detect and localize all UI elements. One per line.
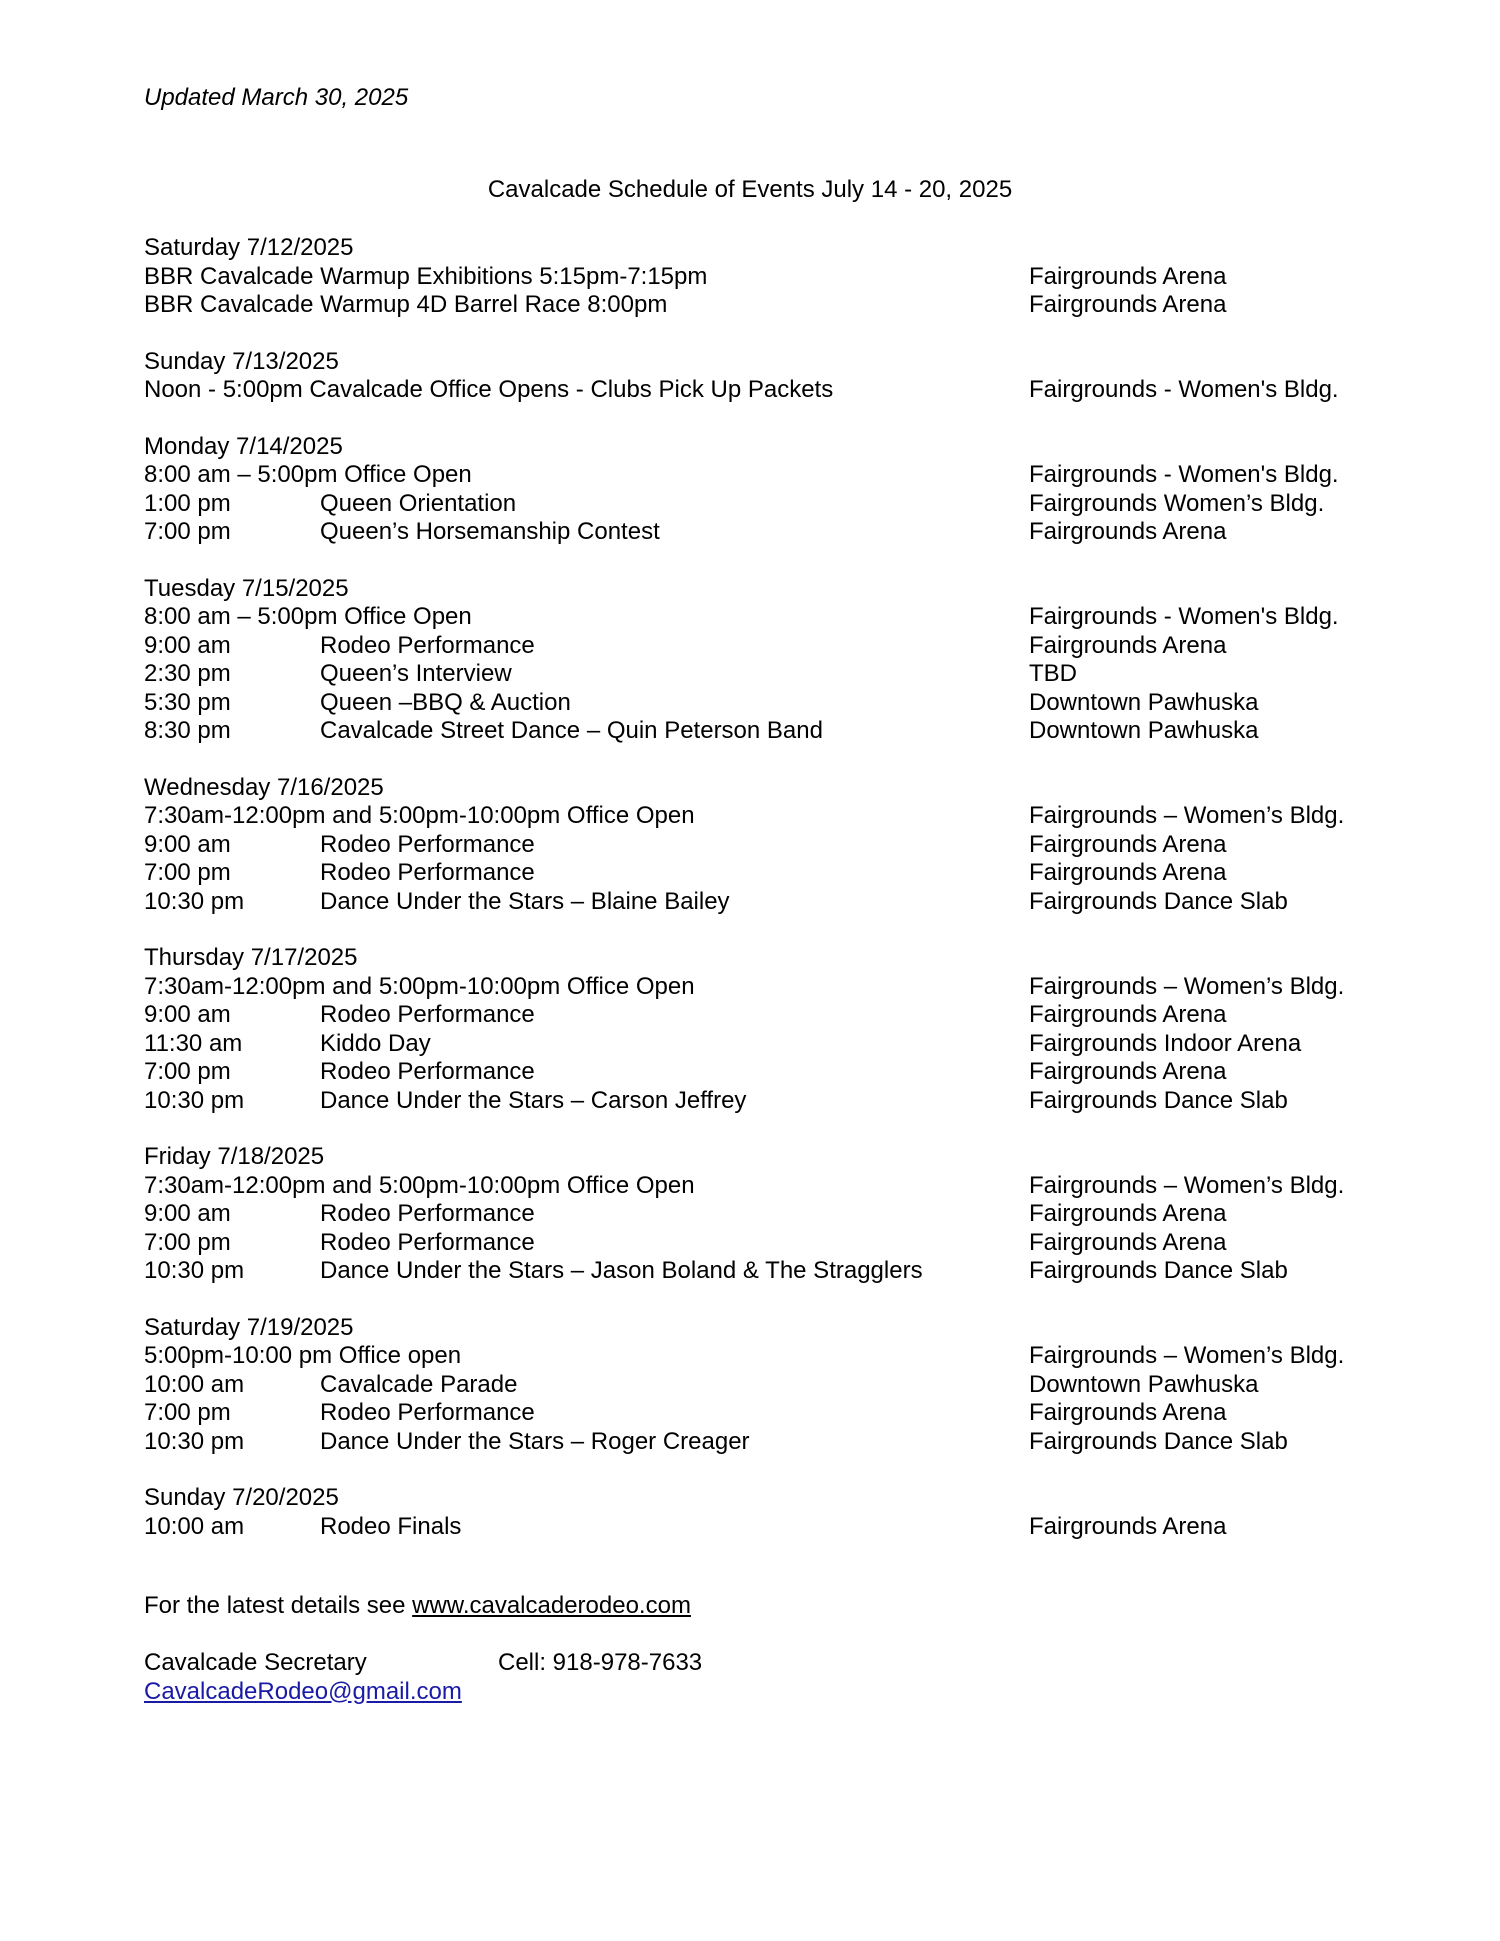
schedule-row <box>144 831 1434 860</box>
event-time: 7:00 pm <box>144 518 231 545</box>
event-description: 8:00 am – 5:00pm Office Open <box>144 461 472 488</box>
event-location: Fairgrounds Arena <box>1029 1200 1227 1227</box>
day-section <box>144 348 1434 405</box>
email-line <box>144 1678 691 1707</box>
schedule-row <box>144 859 1434 888</box>
event-name: Queen –BBQ & Auction <box>320 688 571 716</box>
event-name: Rodeo Performance <box>320 1399 535 1426</box>
event-time: 9:00 am <box>144 631 231 659</box>
day-heading: Monday 7/14/2025 <box>144 432 343 460</box>
event-location: Fairgrounds Arena <box>1029 830 1227 858</box>
event-name: Rodeo Performance <box>320 859 535 886</box>
event-name: Cavalcade Parade <box>320 1370 518 1398</box>
schedule-row <box>144 1371 1434 1400</box>
event-description: 7:30am-12:00pm and 5:00pm-10:00pm Office Open <box>144 802 695 829</box>
event-time: 10:30 pm <box>144 1257 245 1284</box>
event-name: Rodeo Performance <box>320 1001 535 1028</box>
event-location: Fairgrounds Arena <box>1029 1058 1227 1085</box>
event-description: Noon - 5:00pm Cavalcade Office Opens - Clubs Pick Up Packets <box>144 376 834 403</box>
event-time: 7:00 pm <box>144 1399 231 1426</box>
schedule-row <box>144 603 1434 632</box>
event-name: Queen’s Horsemanship Contest <box>320 518 660 545</box>
event-time: 1:00 pm <box>144 489 231 517</box>
schedule-row <box>144 1513 1434 1542</box>
schedule-row <box>144 660 1434 689</box>
day-section <box>144 774 1434 917</box>
day-section <box>144 433 1434 547</box>
day-heading: Sunday 7/13/2025 <box>144 347 339 375</box>
schedule-row <box>144 1030 1434 1059</box>
event-description: BBR Cavalcade Warmup Exhibitions 5:15pm-7:15pm <box>144 262 708 290</box>
event-description: 7:30am-12:00pm and 5:00pm-10:00pm Office Open <box>144 972 695 1000</box>
event-time: 10:30 pm <box>144 1086 245 1114</box>
schedule-row <box>144 1172 1434 1201</box>
schedule-row <box>144 802 1434 831</box>
schedule-row <box>144 1058 1434 1087</box>
event-location: Fairgrounds – Women’s Bldg. <box>1029 972 1345 1000</box>
details-prefix: For the latest details see <box>144 1592 413 1619</box>
secretary-line <box>144 1649 703 1678</box>
event-time: 9:00 am <box>144 830 231 858</box>
event-location: Fairgrounds Arena <box>1029 518 1227 545</box>
updated-date: Updated March 30, 2025 <box>144 84 409 111</box>
event-location: Fairgrounds Arena <box>1029 291 1227 318</box>
event-location: Downtown Pawhuska <box>1029 688 1259 716</box>
event-location: Fairgrounds – Women’s Bldg. <box>1029 1171 1345 1199</box>
day-section <box>144 1314 1434 1457</box>
event-time: 2:30 pm <box>144 660 231 687</box>
event-description: 5:00pm-10:00 pm Office open <box>144 1342 462 1369</box>
event-name: Rodeo Finals <box>320 1512 462 1540</box>
event-name: Queen Orientation <box>320 489 517 517</box>
event-location: Fairgrounds Arena <box>1029 631 1227 659</box>
event-time: 9:00 am <box>144 1200 231 1227</box>
day-section <box>144 944 1434 1115</box>
event-location: Fairgrounds - Women's Bldg. <box>1029 461 1339 488</box>
event-name: Rodeo Performance <box>320 1058 535 1085</box>
event-location: Fairgrounds - Women's Bldg. <box>1029 603 1339 630</box>
event-name: Rodeo Performance <box>320 1200 535 1227</box>
page-title: Cavalcade Schedule of Events July 14 - 20, 2025 <box>487 176 1013 203</box>
schedule-row <box>144 1200 1434 1229</box>
email-link[interactable]: CavalcadeRodeo@gmail.com <box>144 1677 462 1705</box>
schedule-row <box>144 263 1434 292</box>
day-section <box>144 234 1434 320</box>
event-name: Queen’s Interview <box>320 660 512 687</box>
event-time: 10:00 am <box>144 1370 245 1398</box>
schedule-row <box>144 1229 1434 1258</box>
event-description: 8:00 am – 5:00pm Office Open <box>144 603 472 630</box>
event-location: Fairgrounds Women’s Bldg. <box>1029 489 1325 517</box>
schedule-list <box>144 234 1434 1569</box>
event-time: 10:30 pm <box>144 887 245 915</box>
day-heading: Sunday 7/20/2025 <box>144 1484 339 1511</box>
event-name: Rodeo Performance <box>320 1228 535 1256</box>
event-time: 9:00 am <box>144 1001 231 1028</box>
schedule-row <box>144 689 1434 718</box>
event-location: Fairgrounds Arena <box>1029 262 1227 290</box>
schedule-row <box>144 888 1434 917</box>
event-time: 8:30 pm <box>144 717 231 744</box>
event-time: 11:30 am <box>144 1029 243 1057</box>
event-name: Rodeo Performance <box>320 631 535 659</box>
event-name: Kiddo Day <box>320 1029 431 1057</box>
schedule-row <box>144 717 1434 746</box>
event-location: Fairgrounds – Women’s Bldg. <box>1029 1342 1345 1369</box>
event-description: BBR Cavalcade Warmup 4D Barrel Race 8:00pm <box>144 291 668 318</box>
schedule-row <box>144 632 1434 661</box>
day-heading: Saturday 7/12/2025 <box>144 234 354 261</box>
event-name: Dance Under the Stars – Blaine Bailey <box>320 887 730 915</box>
event-location: Fairgrounds Arena <box>1029 1228 1227 1256</box>
schedule-row <box>144 461 1434 490</box>
event-time: 5:30 pm <box>144 688 231 716</box>
event-location: Fairgrounds Arena <box>1029 1512 1227 1540</box>
event-name: Rodeo Performance <box>320 830 535 858</box>
event-time: 7:00 pm <box>144 1058 231 1085</box>
event-name: Dance Under the Stars – Jason Boland & The Stragglers <box>320 1257 923 1284</box>
event-location: Downtown Pawhuska <box>1029 717 1259 744</box>
event-location: Fairgrounds - Women's Bldg. <box>1029 376 1339 403</box>
event-name: Dance Under the Stars – Roger Creager <box>320 1427 750 1455</box>
schedule-row <box>144 490 1434 519</box>
day-heading: Friday 7/18/2025 <box>144 1143 325 1170</box>
schedule-row <box>144 1428 1434 1457</box>
day-section <box>144 575 1434 746</box>
event-time: 7:00 pm <box>144 1228 231 1256</box>
event-location: Fairgrounds – Women’s Bldg. <box>1029 802 1345 829</box>
schedule-row <box>144 291 1434 320</box>
event-location: Fairgrounds Arena <box>1029 859 1227 886</box>
schedule-row <box>144 518 1434 547</box>
event-time: 10:30 pm <box>144 1427 245 1455</box>
schedule-row <box>144 1342 1434 1371</box>
day-heading: Thursday 7/17/2025 <box>144 944 358 971</box>
event-location: Fairgrounds Dance Slab <box>1029 887 1288 915</box>
schedule-row <box>144 973 1434 1002</box>
cell-phone: Cell: 918-978-7633 <box>498 1649 703 1676</box>
day-section <box>144 1484 1434 1541</box>
day-section <box>144 1143 1434 1286</box>
schedule-row <box>144 1001 1434 1030</box>
event-location: Fairgrounds Dance Slab <box>1029 1257 1288 1284</box>
schedule-row <box>144 1399 1434 1428</box>
details-line <box>144 1592 691 1621</box>
event-location: Fairgrounds Arena <box>1029 1001 1227 1028</box>
website-link[interactable]: www.cavalcaderodeo.com <box>412 1592 691 1619</box>
day-heading: Saturday 7/19/2025 <box>144 1313 354 1341</box>
event-name: Cavalcade Street Dance – Quin Peterson Band <box>320 717 823 744</box>
event-description: 7:30am-12:00pm and 5:00pm-10:00pm Office Open <box>144 1171 695 1199</box>
event-location: Downtown Pawhuska <box>1029 1370 1259 1398</box>
event-time: 10:00 am <box>144 1512 245 1540</box>
event-time: 7:00 pm <box>144 859 231 886</box>
secretary-label: Cavalcade Secretary <box>144 1649 367 1676</box>
schedule-row <box>144 376 1434 405</box>
footer <box>144 1592 703 1706</box>
day-heading: Tuesday 7/15/2025 <box>144 574 349 602</box>
event-location: Fairgrounds Indoor Arena <box>1029 1029 1302 1057</box>
schedule-row <box>144 1257 1434 1286</box>
event-location: Fairgrounds Dance Slab <box>1029 1086 1288 1114</box>
event-location: Fairgrounds Dance Slab <box>1029 1427 1288 1455</box>
schedule-row <box>144 1087 1434 1116</box>
event-location: Fairgrounds Arena <box>1029 1399 1227 1426</box>
day-heading: Wednesday 7/16/2025 <box>144 773 384 801</box>
event-location: TBD <box>1029 660 1077 687</box>
event-name: Dance Under the Stars – Carson Jeffrey <box>320 1086 747 1114</box>
